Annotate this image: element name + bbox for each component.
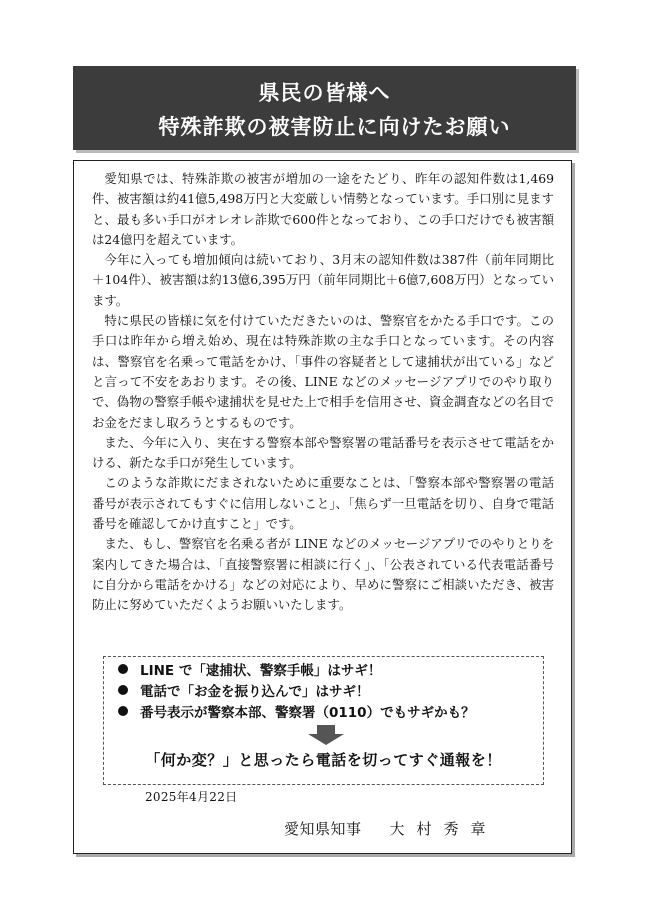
warning-item: 電話で「お金を振り込んで」はサギ！ [118, 682, 475, 703]
paragraph-consultation-request: また、もし、警察官を名乗る者が LINE などのメッセージアプリでのやりとりを案内してきた場合は、「直接警察署に相談に行く」、「公表されている代表電話番号に自分から電話をかける」などの対応により、早めに警察にご相談いただき、被害防止に努めていただくようお願いいたします。 [92, 536, 554, 613]
call-to-action: 「何か変？」と思ったら電話を切ってすぐ通報を！ [145, 751, 502, 769]
paragraph-police-impersonation: 特に県民の皆様に気を付けていただきたいのは、警察官をかたる手口です。この手口は昨年から増え始め、現在は特殊詐欺の主な手口となっています。その内容は、警察官を名乗って電話をかけ、「事件の容疑者として逮捕状が出ている」などと言って不安をあおります。その後、LINE などのメッセージアプリでのやり取りで、偽物の警察手帳や逮捕状を見せた上で相手を信用させ、資金調査などの名目でお金をだまし取ろうとするものです。 [92, 313, 554, 430]
signer-role: 愛知県知事 [284, 820, 362, 838]
page-title-line2: 特殊詐欺の被害防止に向けたお願い [158, 115, 511, 139]
page-title-line1: 県民の皆様へ [258, 81, 391, 105]
warning-box [103, 656, 544, 785]
letter-body-box [73, 160, 572, 854]
bullet-icon [118, 664, 128, 674]
paragraph-new-method: また、今年に入り、実在する警察本部や警察署の電話番号を表示させて電話をかける、新たな手口が発生しています。 [92, 434, 554, 471]
issue-date: 2025年4月22日 [145, 790, 238, 804]
warning-list [118, 661, 475, 724]
paragraph-statistics-last-year: 愛知県では、特殊詐欺の被害が増加の一途をたどり、昨年の認知件数は1,469件、被害額は約41億5,498万円と大変厳しい情勢となっています。手口別に見ますと、最も多い手口がオレオレ詐欺で600件となっており、この手口だけでも被害額は24億円を超えています。 [92, 171, 554, 247]
signer-name: 大村秀章 [389, 820, 498, 838]
paragraph-prevention-tips: このような詐欺にだまされないために重要なことは、「警察本部や警察署の電話番号が表示されてもすぐに信用しないこと」、「焦らず一旦電話を切り、自身で電話番号を確認してかけ直すこと」です。 [92, 475, 554, 532]
signature-line [284, 818, 498, 839]
title-banner [73, 66, 576, 150]
paragraph-statistics-this-year: 今年に入っても増加傾向は続いており、3月末の認知件数は387件（前年同期比＋104件）、被害額は約13億6,395万円（前年同期比＋6億7,608万円）となっています。 [92, 252, 554, 308]
warning-item: LINE で「逮捕状、警察手帳」はサギ！ [118, 661, 475, 682]
down-arrow-icon [308, 725, 344, 745]
letter-text [92, 169, 554, 616]
bullet-icon [118, 706, 128, 716]
warning-item: 番号表示が警察本部、警察署（0110）でもサギかも？ [118, 703, 475, 724]
bullet-icon [118, 685, 128, 695]
